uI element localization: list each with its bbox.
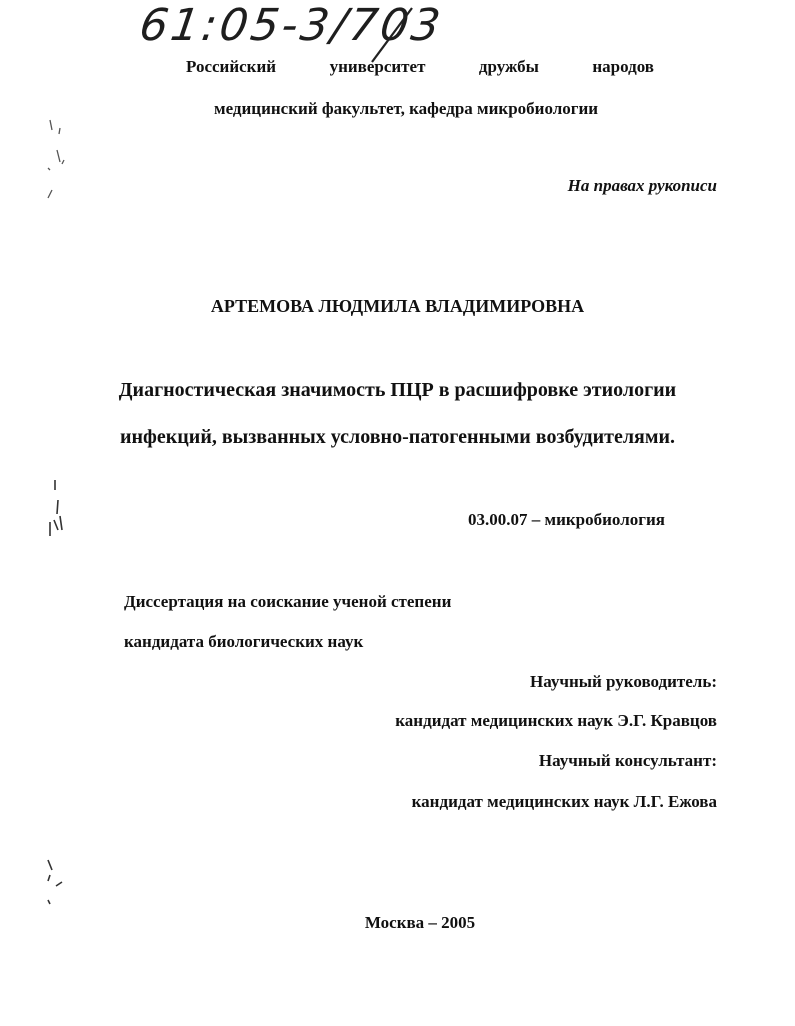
supervisor-name: кандидат медицинских наук Э.Г. Кравцов bbox=[395, 711, 717, 730]
scan-specks-top bbox=[48, 120, 64, 198]
specialty-code: 03.00.07 – микробиология bbox=[468, 510, 665, 529]
university-word: университет bbox=[329, 57, 426, 76]
supervisor-label: Научный руководитель: bbox=[530, 672, 717, 691]
university-name bbox=[186, 57, 654, 77]
scan-specks-middle bbox=[50, 480, 62, 536]
rights-note: На правах рукописи bbox=[567, 176, 717, 195]
city-year: Москва – 2005 bbox=[364, 913, 476, 932]
degree-line-2: кандидата биологических наук bbox=[124, 632, 364, 651]
consultant-label: Научный консультант: bbox=[538, 751, 717, 770]
thesis-title-line-2: инфекций, вызванных условно-патогенными возбудителями. bbox=[119, 426, 676, 448]
faculty-department: медицинский факультет, кафедра микробиологии bbox=[214, 99, 599, 118]
university-word: Российский bbox=[186, 57, 277, 76]
author-name: АРТЕМОВА ЛЮДМИЛА ВЛАДИМИРОВНА bbox=[210, 296, 585, 316]
university-word: народов bbox=[592, 57, 654, 76]
university-word: дружбы bbox=[478, 57, 539, 76]
scan-specks-bottom bbox=[48, 860, 62, 904]
thesis-title-line-1: Диагностическая значимость ПЦР в расшифровке этиологии bbox=[118, 379, 677, 401]
degree-line-1: Диссертация на соискание ученой степени bbox=[124, 592, 452, 611]
handwritten-catalog-code: 61:05-3/703 bbox=[136, 0, 447, 51]
handwritten-slash bbox=[372, 8, 412, 62]
consultant-name: кандидат медицинских наук Л.Г. Ежова bbox=[411, 792, 717, 811]
